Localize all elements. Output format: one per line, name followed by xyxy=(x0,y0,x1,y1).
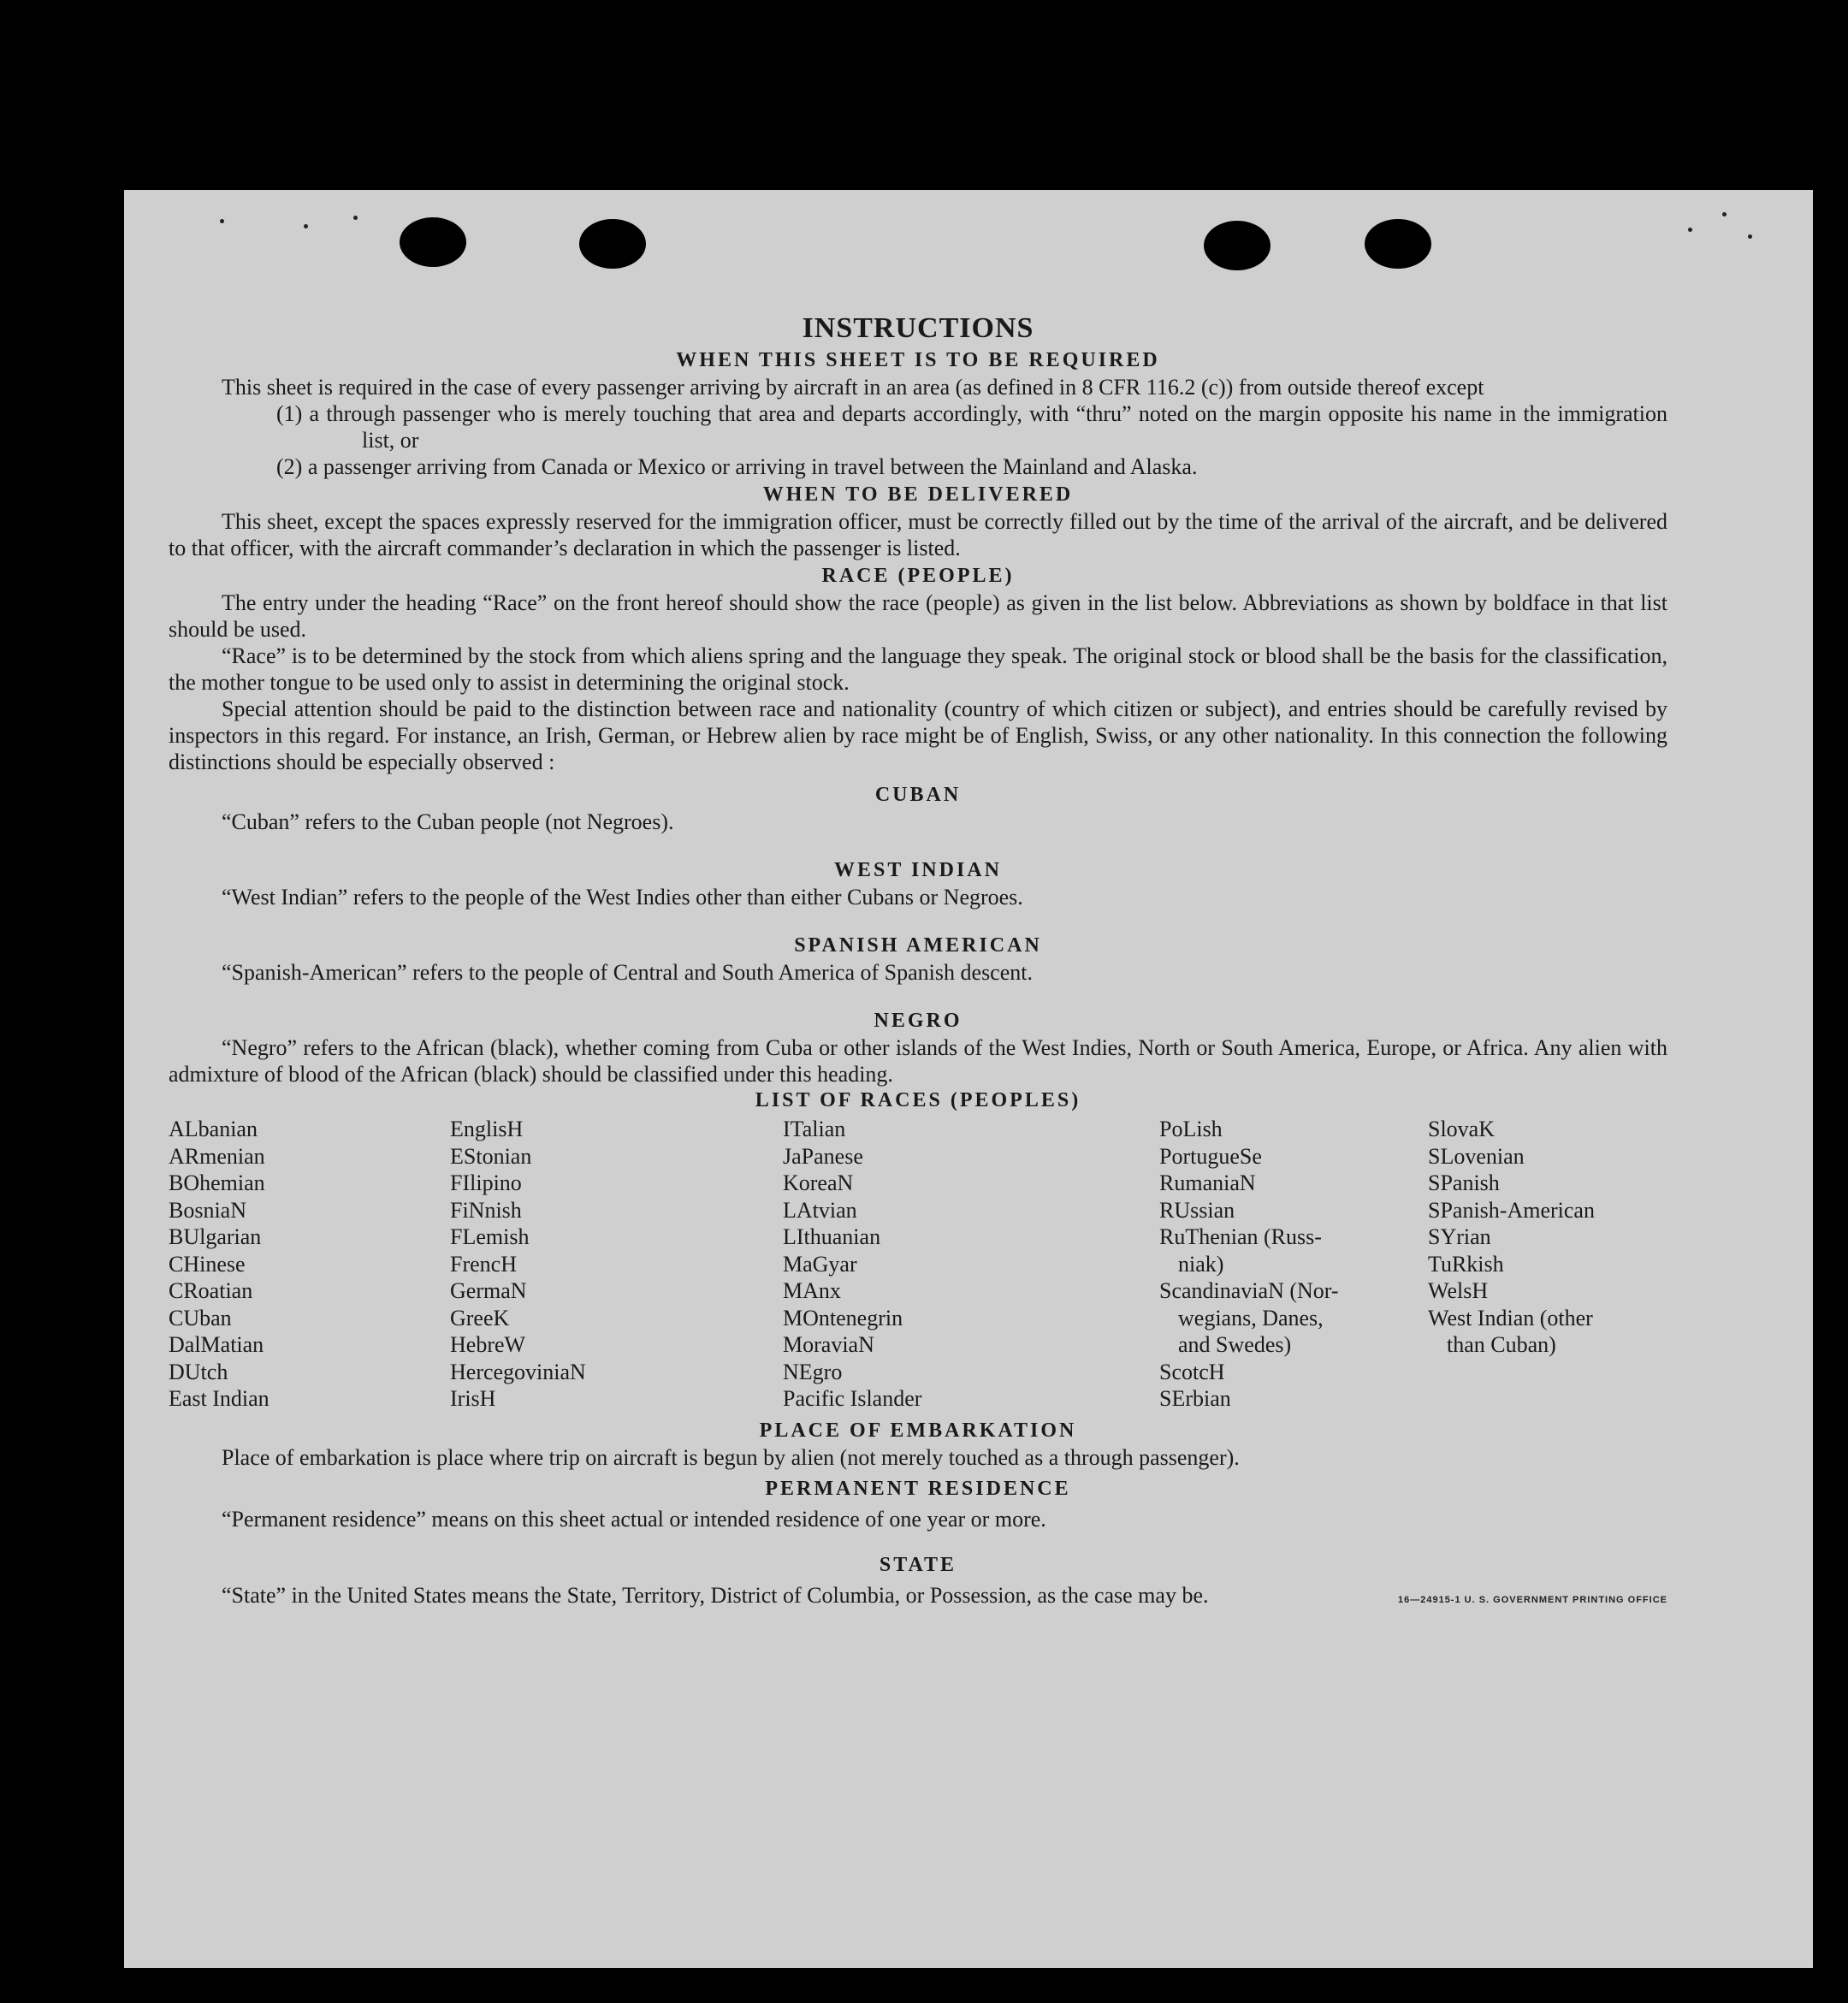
races-column xyxy=(1159,1116,1428,1413)
race-entry: SlovaK xyxy=(1428,1117,1495,1141)
section-heading: WHEN THIS SHEET IS TO BE REQUIRED xyxy=(676,349,1160,371)
document-page xyxy=(124,190,1813,1968)
paragraph: “State” in the United States means the State, Territory, District of Columbia, or Possession, as the case may be. xyxy=(222,1582,1209,1608)
paragraph: “Spanish-American” refers to the people of Central and South America of Spanish descent. xyxy=(222,960,1033,985)
paragraph: This sheet, except the spaces expressly reserved for the immigration officer, must be correctly filled out by the time of the arrival of the aircraft, and be delivered to that officer, with the aircraft commander’s declaration in which the passenger is listed. xyxy=(169,509,1667,560)
paragraph: Place of embarkation is place where trip on aircraft is begun by alien (not merely touched as a through passenger). xyxy=(222,1444,1240,1470)
section-heading: CUBAN xyxy=(874,784,962,806)
race-entry: DUtch xyxy=(169,1359,228,1384)
race-entry: SPanish xyxy=(1428,1170,1500,1195)
race-entry: RumaniaN xyxy=(1159,1170,1256,1195)
speck xyxy=(220,219,224,223)
speck xyxy=(1722,212,1727,216)
race-entry: ARmenian xyxy=(169,1143,265,1169)
race-entry: MAnx xyxy=(783,1278,841,1303)
punch-hole xyxy=(579,219,646,269)
section-heading: WEST INDIAN xyxy=(834,859,1002,881)
race-entry: RuThenian (Russ- xyxy=(1159,1224,1322,1249)
race-entry: MoraviaN xyxy=(783,1332,874,1357)
races-column xyxy=(450,1116,783,1413)
race-entry: SPanish-American xyxy=(1428,1197,1595,1223)
section-heading: PERMANENT RESIDENCE xyxy=(765,1477,1071,1500)
race-entry: Pacific Islander xyxy=(783,1386,922,1411)
races-column xyxy=(783,1116,1159,1413)
race-entry: RUssian xyxy=(1159,1197,1235,1223)
races-list xyxy=(169,1116,1667,1413)
race-entry: wegians, Danes, xyxy=(1178,1305,1324,1330)
page-title: INSTRUCTIONS xyxy=(802,312,1034,344)
race-entry: FrencH xyxy=(450,1251,517,1277)
race-entry: EStonian xyxy=(450,1143,532,1169)
final-block xyxy=(169,1579,1667,1609)
paragraph: The entry under the heading “Race” on the front hereof should show the race (people) as given in the list below. Abbreviations as shown by boldface in that list should be used. xyxy=(169,590,1667,642)
paragraph: “Permanent residence” means on this sheet actual or intended residence of one year or more. xyxy=(222,1506,1046,1532)
race-entry: SLovenian xyxy=(1428,1143,1525,1169)
section-heading: NEGRO xyxy=(874,1010,962,1032)
race-entry: LIthuanian xyxy=(783,1224,881,1249)
race-entry: ALbanian xyxy=(169,1117,258,1141)
punch-hole xyxy=(400,217,466,267)
speck xyxy=(353,216,358,220)
race-entry: East Indian xyxy=(169,1386,270,1411)
races-column xyxy=(1428,1116,1667,1413)
race-entry: IrisH xyxy=(450,1386,496,1411)
race-entry: MOntenegrin xyxy=(783,1305,903,1330)
race-entry: BUlgarian xyxy=(169,1224,262,1249)
race-entry: PortugueSe xyxy=(1159,1143,1262,1169)
list-item: (2) a passenger arriving from Canada or Mexico or arriving in travel between the Mainland and Alaska. xyxy=(276,454,1198,479)
printing-office-code: 16—24915-1 U. S. GOVERNMENT PRINTING OFFICE xyxy=(1397,1594,1667,1605)
race-entry: EnglisH xyxy=(450,1117,524,1141)
race-entry: LAtvian xyxy=(783,1197,857,1223)
race-entry: BosniaN xyxy=(169,1197,246,1223)
speck xyxy=(1688,228,1692,232)
race-entry: FiNnish xyxy=(450,1197,522,1223)
section-heading: SPANISH AMERICAN xyxy=(794,934,1042,957)
race-entry: NEgro xyxy=(783,1359,843,1384)
paragraph: “Race” is to be determined by the stock from which aliens spring and the language they speak. The original stock or blood shall be the basis for the classification, the mother tongue to be used only to assist in determining the original stock. xyxy=(169,643,1667,695)
race-entry: BOhemian xyxy=(169,1170,265,1195)
section-heading: LIST OF RACES (PEOPLES) xyxy=(755,1089,1081,1111)
race-entry: FIlipino xyxy=(450,1170,522,1195)
race-entry: JaPanese xyxy=(783,1143,863,1169)
instructions-body xyxy=(169,310,1667,1609)
list-item: (1) a through passenger who is merely touching that area and departs accordingly, with “thru” noted on the margin opposite his name in the immigration list, or xyxy=(276,401,1667,453)
race-entry: MaGyar xyxy=(783,1251,857,1277)
race-entry: ScandinaviaN (Nor- xyxy=(1159,1278,1339,1303)
paragraph: Special attention should be paid to the distinction between race and nationality (country of which citizen or subject), and entries should be carefully revised by inspectors in this regard. For instance, an Irish, German, or Hebrew alien by race might be of English, Swiss, or any other nationality. In this connection the following distinctions should be especially observed : xyxy=(169,696,1667,774)
race-entry: DalMatian xyxy=(169,1332,264,1357)
paragraph: “Cuban” refers to the Cuban people (not Negroes). xyxy=(222,809,674,834)
race-entry: and Swedes) xyxy=(1178,1332,1292,1357)
race-entry: GreeK xyxy=(450,1305,510,1330)
section-heading: WHEN TO BE DELIVERED xyxy=(762,483,1074,506)
paragraph: “West Indian” refers to the people of the West Indies other than either Cubans or Negroes. xyxy=(222,885,1023,910)
race-entry: ITalian xyxy=(783,1117,846,1141)
race-entry: CRoatian xyxy=(169,1278,253,1303)
race-entry: PoLish xyxy=(1159,1117,1223,1141)
paragraph: “Negro” refers to the African (black), whether coming from Cuba or other islands of the West Indies, North or South America, Europe, or Africa. Any alien with admixture of blood of the African (black) should be classified under this heading. xyxy=(169,1035,1667,1087)
section-heading: STATE xyxy=(879,1553,957,1576)
speck xyxy=(1748,234,1752,239)
race-entry: West Indian (other xyxy=(1428,1305,1593,1330)
race-entry: CHinese xyxy=(169,1251,246,1277)
punch-hole xyxy=(1204,221,1270,270)
race-entry: KoreaN xyxy=(783,1170,854,1195)
race-entry: CUban xyxy=(169,1305,232,1330)
race-entry: FLemish xyxy=(450,1224,530,1249)
races-column xyxy=(169,1116,450,1413)
race-entry: SYrian xyxy=(1428,1224,1491,1249)
race-entry: TuRkish xyxy=(1428,1251,1504,1277)
section-heading: PLACE OF EMBARKATION xyxy=(759,1419,1077,1442)
speck xyxy=(304,224,308,228)
race-entry: than Cuban) xyxy=(1447,1332,1556,1357)
punch-hole xyxy=(1365,219,1431,269)
race-entry: ScotcH xyxy=(1159,1359,1225,1384)
race-entry: WelsH xyxy=(1428,1278,1489,1303)
race-entry: HebreW xyxy=(450,1332,526,1357)
section-heading: RACE (PEOPLE) xyxy=(821,565,1015,587)
race-entry: GermaN xyxy=(450,1278,527,1303)
race-entry: HercegoviniaN xyxy=(450,1359,586,1384)
race-entry: niak) xyxy=(1178,1251,1224,1277)
race-entry: SErbian xyxy=(1159,1386,1231,1411)
paragraph: This sheet is required in the case of every passenger arriving by aircraft in an area (as defined in 8 CFR 116.2 (c)) from outside thereof except xyxy=(222,375,1484,400)
